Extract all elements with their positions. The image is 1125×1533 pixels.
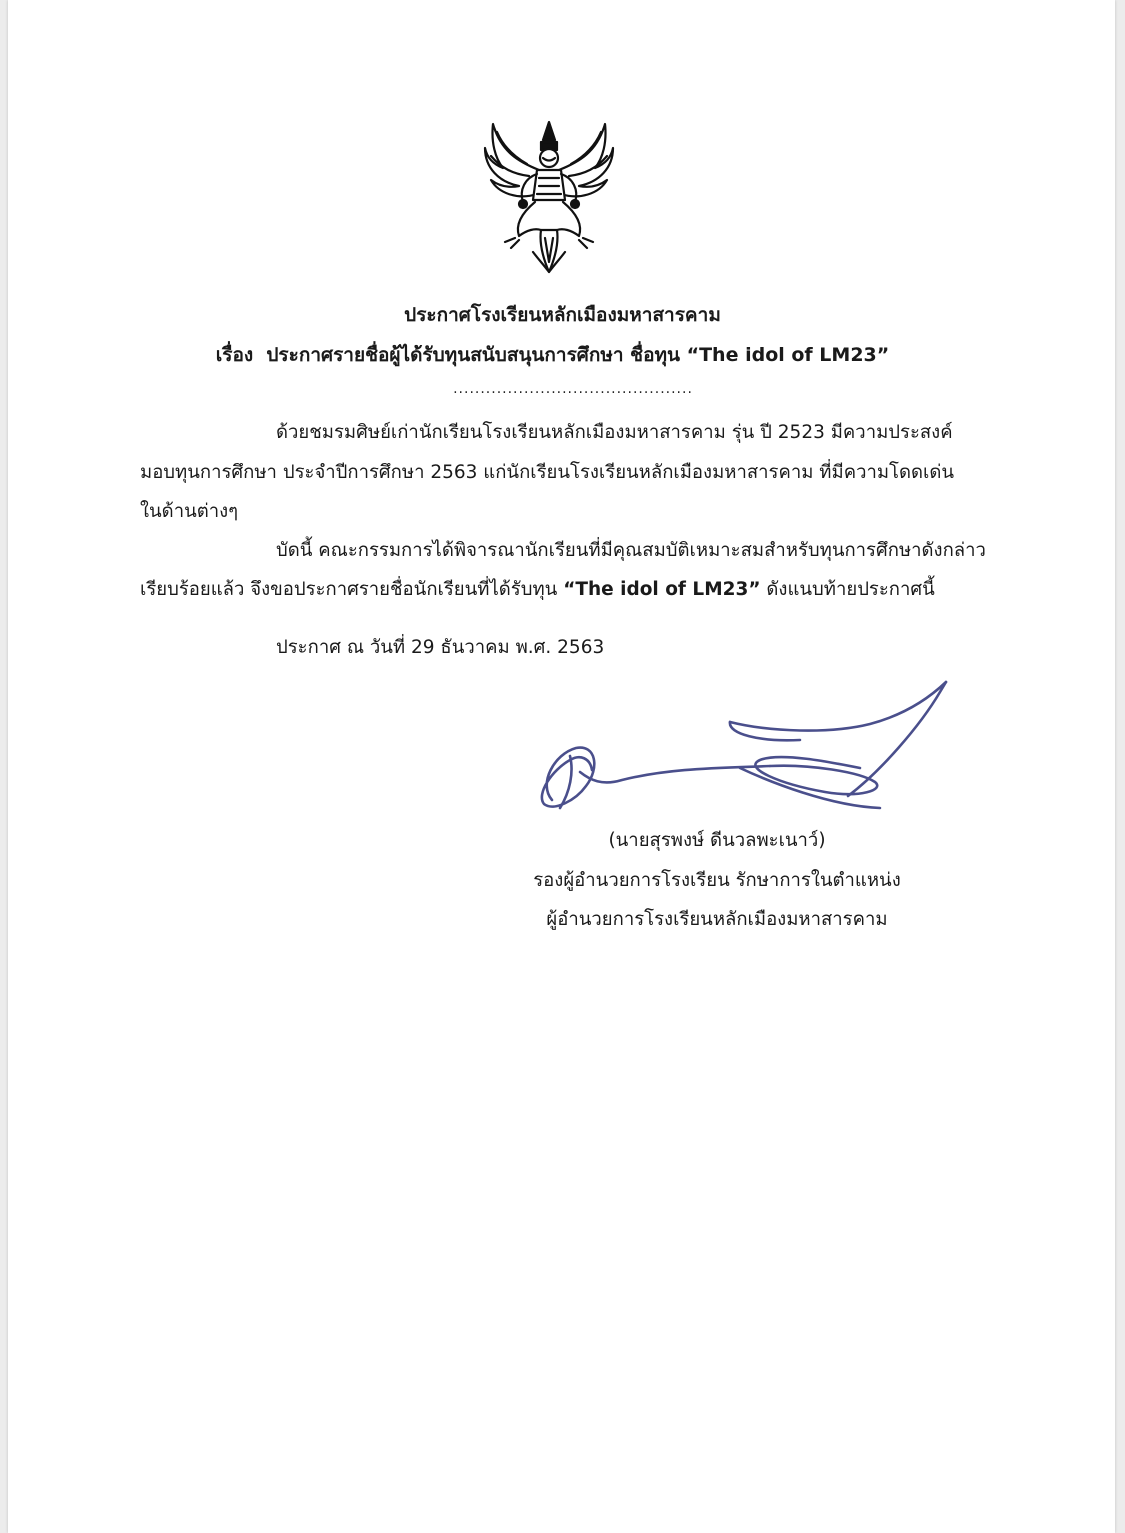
scholarship-name: “The idol of LM23” [563, 579, 761, 600]
paragraph-2-line-2 [140, 575, 935, 604]
paragraph-2-text-a: เรียบร้อยแล้ว จึงขอประกาศรายชื่อนักเรียนที่ได้รับทุน [140, 579, 558, 600]
separator-dots: ............................................ [453, 381, 693, 397]
signatory-name: (นายสุรพงษ์ ดีนวลพะเนาว์) [608, 830, 826, 851]
signature-image [530, 672, 960, 822]
signatory-position-line-1: รองผู้อำนวยการโรงเรียน รักษาการในตำแหน่ง [533, 870, 901, 891]
garuda-emblem-icon [479, 112, 619, 277]
paragraph-2-line-1: บัดนี้ คณะกรรมการได้พิจารณานักเรียนที่มีคุณสมบัติเหมาะสมสำหรับทุนการศึกษาดังกล่าว [276, 540, 986, 561]
paragraph-1-line-1: ด้วยชมรมศิษย์เก่านักเรียนโรงเรียนหลักเมืองมหาสารคาม รุ่น ปี 2523 มีความประสงค์ [276, 422, 953, 443]
paragraph-1-line-2: มอบทุนการศึกษา ประจำปีการศึกษา 2563 แก่นักเรียนโรงเรียนหลักเมืองมหาสารคาม ที่มีความโดดเด่น [140, 462, 954, 483]
announce-date: ประกาศ ณ วันที่ 29 ธันวาคม พ.ศ. 2563 [276, 637, 605, 658]
document-subject [0, 340, 1115, 370]
subject-text: ประกาศรายชื่อผู้ได้รับทุนสนับสนุนการศึกษา ชื่อทุน “The idol of LM23” [266, 344, 890, 366]
subject-prefix: เรื่อง [215, 344, 254, 366]
paragraph-1-line-3: ในด้านต่างๆ [140, 501, 239, 522]
paragraph-2-text-c: ดังแนบท้ายประกาศนี้ [766, 579, 935, 600]
signatory-position-line-2: ผู้อำนวยการโรงเรียนหลักเมืองมหาสารคาม [546, 909, 888, 930]
document-title: ประกาศโรงเรียนหลักเมืองมหาสารคาม [404, 304, 721, 326]
